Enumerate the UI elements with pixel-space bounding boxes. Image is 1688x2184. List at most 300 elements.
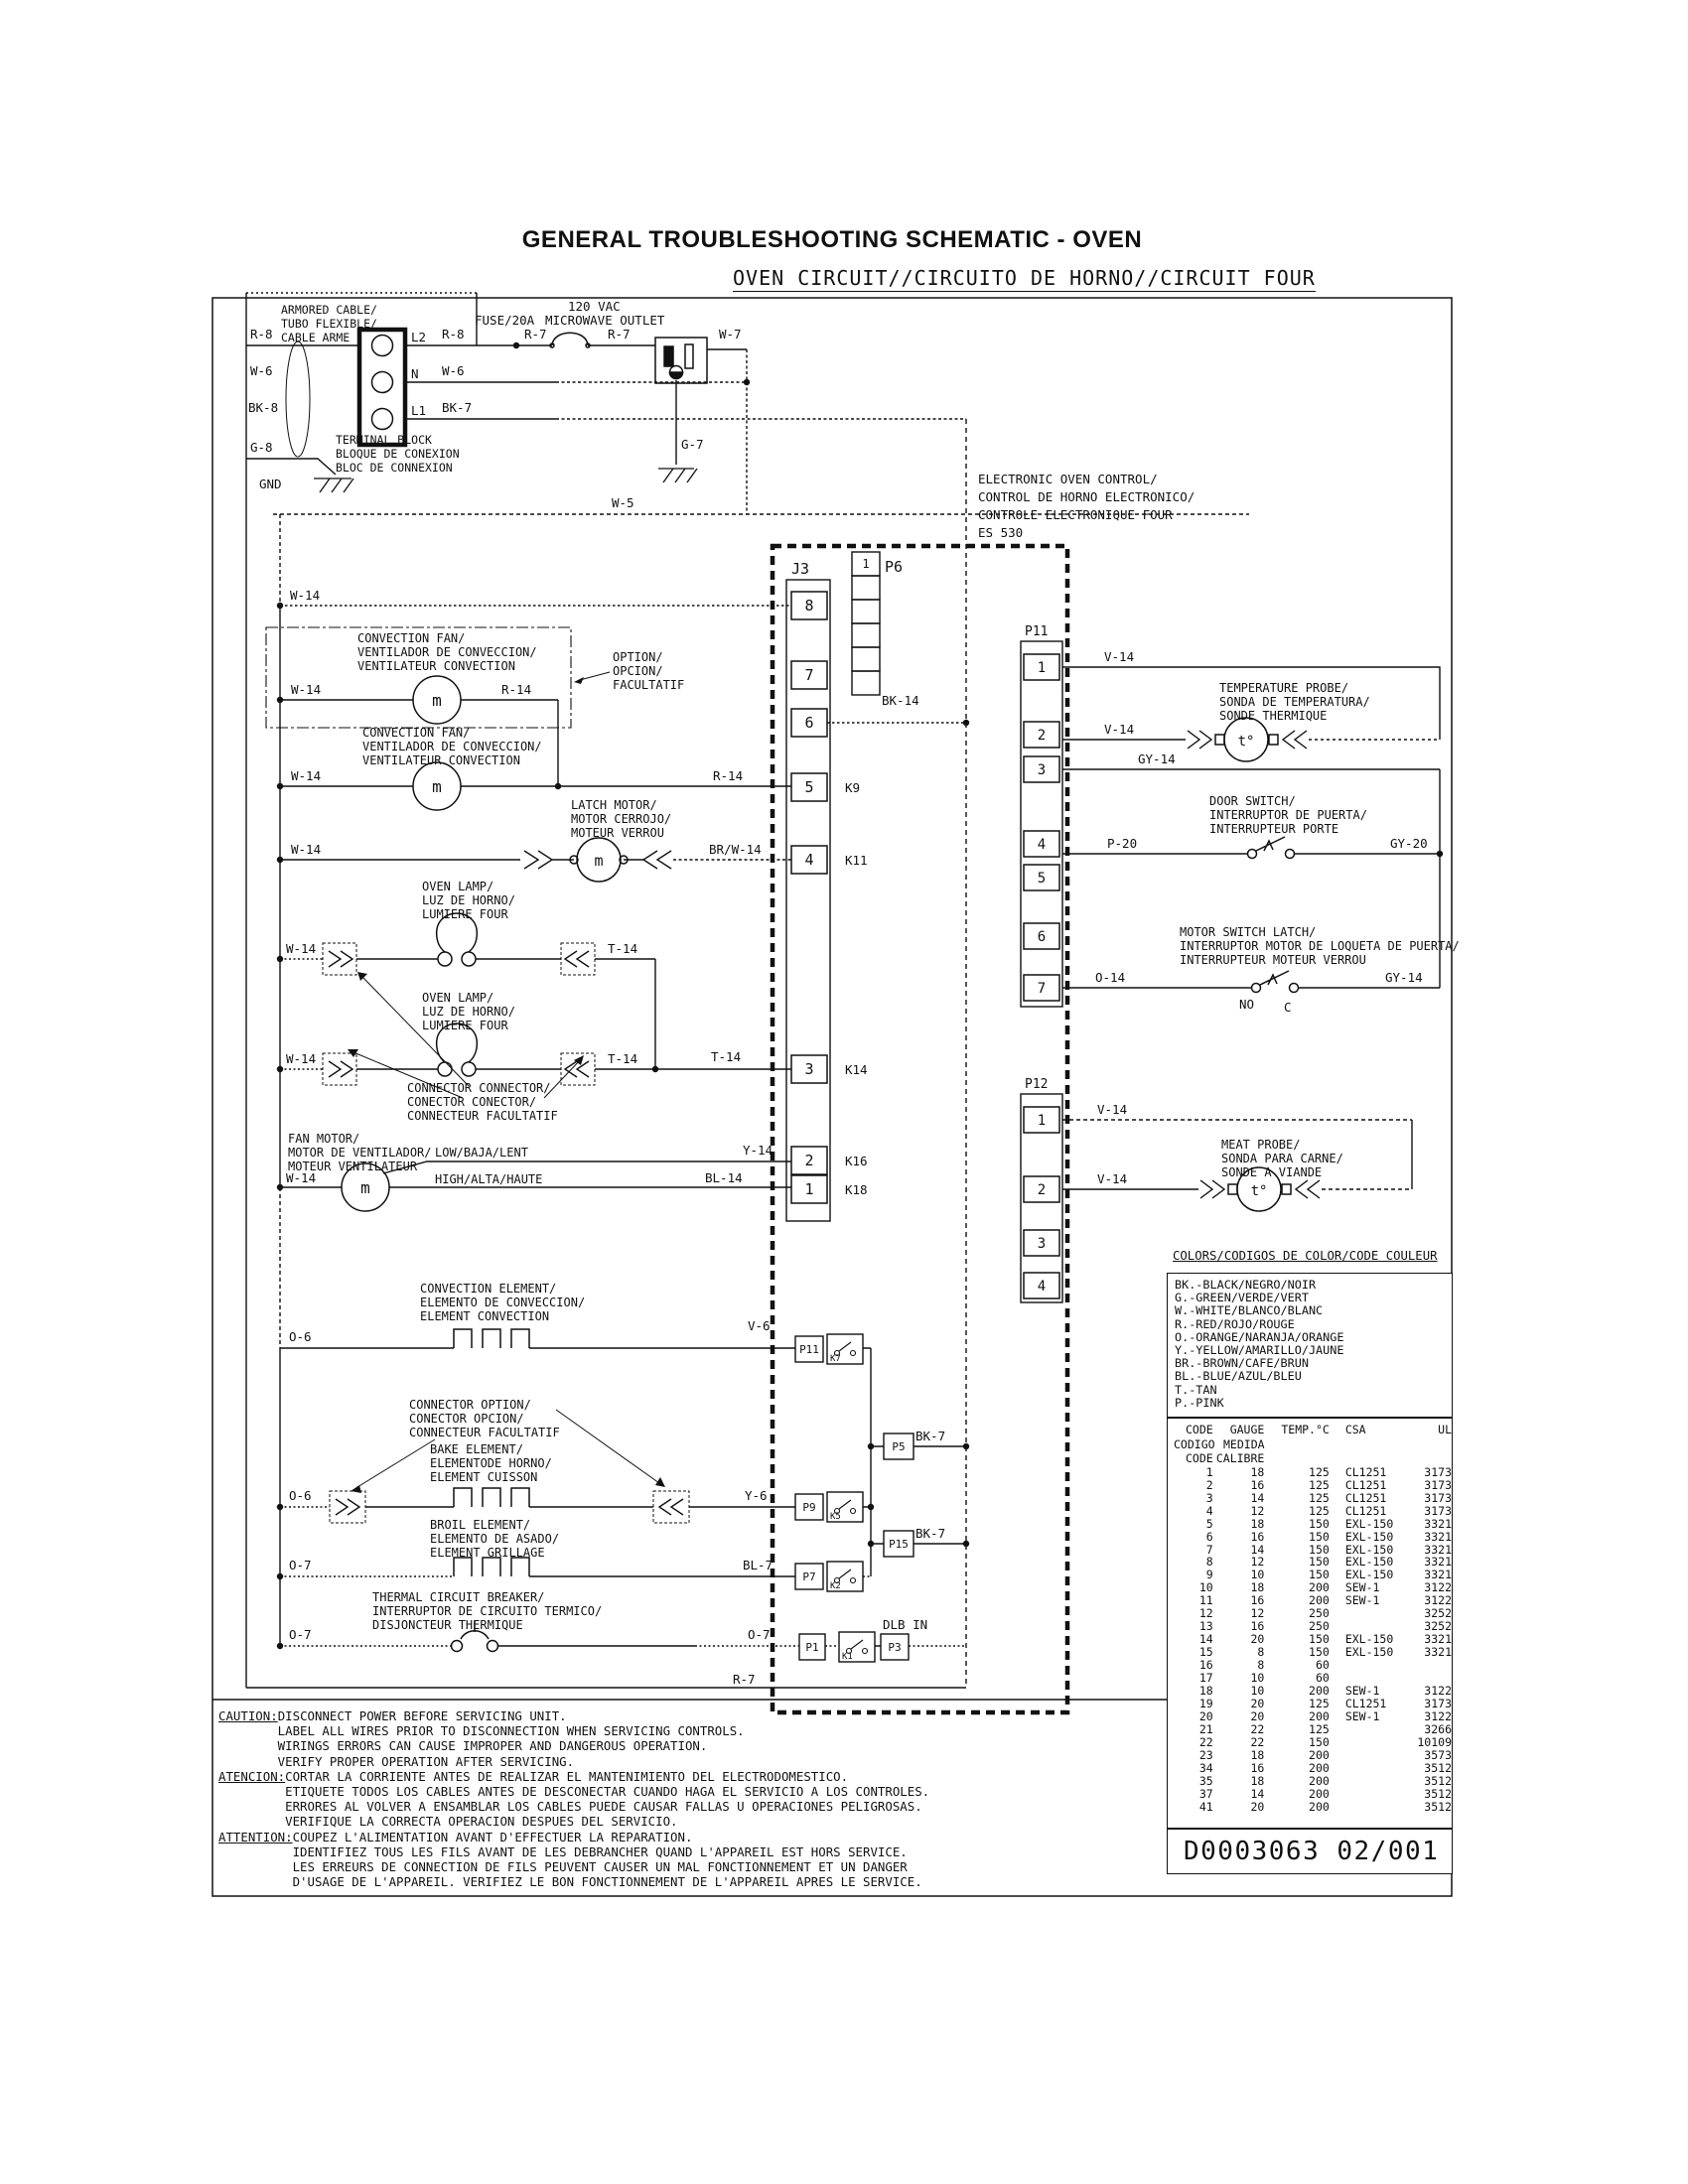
gauge-cell: 150 [1309,1632,1330,1647]
label-power-armored_cable-1: TUBO FLEXIBLE/ [281,317,377,331]
label-elements-bake_o6: O-6 [289,1488,312,1503]
label-power-r7a: R-7 [524,327,547,341]
label-power-bk7: BK-7 [442,400,473,415]
color-code-entry: Y.-YELLOW/AMARILLO/JAUNE [1175,1343,1344,1358]
gauge-cell: 125 [1309,1721,1330,1736]
gauge-cell [1330,1775,1411,1788]
gauge-cell: 3512 [1424,1799,1452,1814]
label-left-latch_out: BR/W-14 [709,842,762,857]
gauge-cell: 1 [1205,1464,1213,1479]
label-left-latch-0: LATCH MOTOR/ [571,798,657,812]
label-right-msl_no: NO [1239,997,1255,1012]
gauge-cell: 7 [1205,1542,1213,1557]
gauge-header-cell: CODE [1186,1451,1213,1466]
caution-line [218,1799,929,1814]
doc-number: D0003063 02/001 [1184,1837,1440,1866]
gauge-cell: 22 [1250,1734,1265,1749]
caution-line [218,1830,929,1844]
convection-element-icon [454,1329,529,1348]
junction-dot [868,1443,874,1449]
label-control-title-0: ELECTRONIC OVEN CONTROL/ [978,472,1158,486]
gauge-cell: 35 [1198,1773,1213,1788]
gauge-cell: 3321 [1424,1645,1452,1660]
gauge-table-row [1174,1492,1452,1505]
label-icons-motor: m [432,777,442,796]
label-control-bk14: BK-14 [882,693,919,708]
gauge-table-row [1174,1646,1452,1659]
gauge-cell: 18 [1250,1747,1265,1762]
gauge-cell: 14 [1250,1786,1265,1801]
junction-dot [513,342,519,348]
j3-pin-number: 5 [804,778,814,796]
j3-pin-number: 7 [804,666,814,684]
caution-line [218,1784,929,1799]
gauge-cell: 2 [1205,1477,1213,1492]
label-elements-breaker-1: INTERRUPTOR DE CIRCUITO TERMICO/ [372,1604,603,1618]
label-control-relay_p9: P9 [802,1501,816,1514]
label-power-in_w6: W-6 [250,363,273,378]
gauge-cell: 3321 [1424,1568,1452,1582]
p12-pin-number: 4 [1037,1279,1047,1295]
wire-conv-element [280,1348,966,1576]
label-left-conn-0: CONNECTOR CONNECTOR/ [407,1081,551,1095]
label-power-w5: W-5 [612,495,634,510]
color-code-entry: R.-RED/ROJO/ROUGE [1175,1316,1295,1331]
gauge-cell: 125 [1309,1490,1330,1505]
j3-pin-number: 2 [804,1152,814,1169]
label-control-k_labels-3: K16 [845,1154,868,1168]
label-control-k_labels-0: K9 [845,780,861,795]
label-control-p6: P6 [885,558,904,576]
label-left-lamp1-0: OVEN LAMP/ [422,880,494,893]
armored-cable-icon [286,341,310,457]
label-control-k_labels-2: K14 [845,1062,868,1077]
gauge-cell: 18 [1198,1683,1213,1698]
gauge-cell: 21 [1198,1721,1213,1736]
label-left-lamp1_t14: T-14 [608,941,638,956]
gauge-cell: 3252 [1424,1619,1452,1634]
gauge-cell: 150 [1309,1529,1330,1544]
gauge-cell: 3173 [1424,1696,1452,1710]
gauge-cell: 11 [1198,1593,1213,1608]
label-control-k_labels-1: K11 [845,853,868,868]
gauge-header-cell: CODE [1186,1423,1213,1436]
gauge-cell: 200 [1309,1786,1330,1801]
j3-pin-number: 4 [804,851,814,869]
gauge-cell [1330,1659,1411,1672]
gauge-cell: 150 [1309,1542,1330,1557]
gauge-cell: 20 [1198,1708,1213,1723]
doc-number-box [1167,1829,1453,1874]
gauge-table-row [1174,1710,1452,1723]
caution-line [218,1844,929,1859]
gauge-cell: SEW-1 [1344,1593,1380,1608]
label-right-msl-1: INTERRUPTOR MOTOR DE LOQUETA DE PUERTA/ [1180,939,1460,953]
label-elements-bake-0: BAKE ELEMENT/ [430,1442,523,1456]
label-power-vac: 120 VAC [568,299,621,314]
gauge-cell: 60 [1315,1658,1330,1673]
label-icons-motor: m [432,691,442,710]
gauge-cell: 23 [1198,1747,1213,1762]
gauge-cell: 3321 [1424,1542,1452,1557]
label-elements-r7: R-7 [733,1672,756,1687]
label-power-outlet: MICROWAVE OUTLET [545,313,665,328]
gauge-table-row [1174,1505,1452,1518]
gauge-cell: 22 [1250,1721,1265,1736]
gauge-cell: EXL-150 [1344,1568,1394,1582]
gauge-table-row [1174,1531,1452,1544]
label-power-w6b: W-6 [442,363,465,378]
label-elements-connopt-0: CONNECTOR OPTION/ [409,1398,531,1412]
label-icons-motor: m [594,852,604,870]
gauge-cell: 3321 [1424,1555,1452,1570]
gauge-cell: 14 [1250,1490,1265,1505]
gauge-cell: 3512 [1424,1760,1452,1775]
label-left-lamp2-1: LUZ DE HORNO/ [422,1005,515,1019]
gauge-cell: 150 [1309,1645,1330,1660]
gauge-cell: 10 [1198,1580,1213,1595]
label-left-fan2_r14: R-14 [713,768,744,783]
label-right-tp-0: TEMPERATURE PROBE/ [1219,681,1349,695]
label-elements-conv-1: ELEMENTO DE CONVECCION/ [420,1296,586,1309]
gauge-table-row [1174,1736,1452,1749]
junction-dot [277,697,283,703]
label-left-bl14: BL-14 [705,1170,743,1185]
colors-legend [1167,1273,1453,1418]
color-code-entry: W.-WHITE/BLANCO/BLANC [1175,1303,1324,1318]
p12-pin-number: 2 [1037,1182,1047,1198]
label-power-tb_label-1: BLOQUE DE CONEXION [336,447,460,461]
gauge-cell: CL1251 [1344,1696,1387,1710]
caution-line [218,1874,929,1889]
caution-line [218,1769,929,1784]
junction-dot [277,1573,283,1579]
gauge-cell: CL1251 [1344,1490,1387,1505]
gauge-cell: 3173 [1424,1477,1452,1492]
label-control-relay_k7: K7 [830,1354,841,1364]
label-control-k_labels-4: K18 [845,1182,868,1197]
gauge-cell: 12 [1198,1606,1213,1621]
label-right-tp_v14a: V-14 [1104,649,1135,664]
label-elements-bake-2: ELEMENT CUISSON [430,1470,538,1484]
label-elements-bake-1: ELEMENTODE HORNO/ [430,1456,552,1470]
label-power-in_r8: R-8 [250,327,273,341]
gauge-cell: 200 [1309,1708,1330,1723]
caution-label: ATENCION: [218,1768,286,1784]
label-left-fanmotor-2: MOTEUR VENTILATEUR [288,1160,418,1173]
gauge-cell: 200 [1309,1760,1330,1775]
gauge-cell: 150 [1309,1568,1330,1582]
label-power-in_g8: G-8 [250,440,273,455]
junction-dot [555,783,561,789]
gauge-cell: 8 [1257,1658,1265,1673]
gauge-cell [1330,1723,1411,1736]
gauge-cell: 37 [1198,1786,1213,1801]
gauge-cell: 150 [1309,1734,1330,1749]
label-icons-probe: t° [1250,1183,1268,1199]
label-right-msl_c: C [1284,1000,1292,1015]
label-power-fuse: FUSE/20A [475,313,535,328]
gauge-cell: 14 [1198,1632,1213,1647]
label-control-dlb: DLB IN [883,1617,928,1632]
label-power-armored_cable-2: CABLE ARME [281,331,351,344]
label-elements-breaker-0: THERMAL CIRCUIT BREAKER/ [372,1590,545,1604]
colors-legend-title: COLORS/CODIGOS DE COLOR/CODE COULEUR [1173,1249,1438,1263]
label-power-tb_l2: L2 [411,330,427,344]
junction-dot [1437,851,1443,857]
gauge-cell: 250 [1309,1619,1330,1634]
gauge-cell: 16 [1250,1760,1265,1775]
label-control-relay_p11: P11 [799,1343,819,1356]
gauge-cell: 200 [1309,1799,1330,1814]
label-control-p11: P11 [1025,624,1049,639]
gauge-cell: 20 [1250,1708,1265,1723]
gauge-header-cell: CODIGO [1174,1436,1215,1451]
page-subtitle: OVEN CIRCUIT//CIRCUITO DE HORNO//CIRCUIT FOUR [733,266,1316,290]
color-code-entry: BK.-BLACK/NEGRO/NOIR [1175,1278,1317,1292]
gauge-cell: 8 [1205,1555,1213,1570]
gauge-cell [1330,1607,1411,1620]
gauge-cell: 16 [1250,1477,1265,1492]
gauge-cell: EXL-150 [1344,1632,1394,1647]
label-left-fan_opt_w14: W-14 [291,682,322,697]
p11-pin-number: 2 [1037,728,1047,744]
gauge-cell: 20 [1250,1799,1265,1814]
gauge-cell: 3321 [1424,1516,1452,1531]
label-right-mp-0: MEAT PROBE/ [1221,1138,1301,1152]
bake-element-icon [454,1488,529,1507]
label-control-p6_pin: 1 [862,557,870,571]
gauge-cell: 125 [1309,1464,1330,1479]
label-left-fan_opt-0: CONVECTION FAN/ [357,631,466,645]
microwave-outlet-icon [655,338,707,383]
gauge-cell [1330,1788,1411,1801]
label-power-r7b: R-7 [608,327,631,341]
gauge-cell: EXL-150 [1344,1542,1394,1557]
broil-element-icon [454,1558,529,1576]
label-elements-broil-0: BROIL ELEMENT/ [430,1518,531,1532]
terminal-block [359,330,405,445]
gauge-cell: 18 [1250,1516,1265,1531]
label-right-ds-0: DOOR SWITCH/ [1209,794,1296,808]
label-right-msl_gy14: GY-14 [1385,970,1423,985]
label-right-mp-1: SONDA PARA CARNE/ [1221,1152,1343,1165]
gauge-table-row [1174,1698,1452,1710]
gauge-cell: 16 [1250,1619,1265,1634]
gauge-cell: 3173 [1424,1464,1452,1479]
gauge-table-row [1174,1775,1452,1788]
junction-dot [963,1541,969,1547]
junction-dot [963,1443,969,1449]
p11-pin-number: 7 [1037,981,1047,997]
label-left-latch-1: MOTOR CERROJO/ [571,812,672,826]
label-elements-broil-2: ELEMENT GRILLAGE [430,1546,545,1560]
gauge-table-row [1174,1466,1452,1479]
p11-pin-number: 1 [1037,660,1047,676]
gauge-cell: 15 [1198,1645,1213,1660]
label-control-relay_p7: P7 [802,1570,816,1583]
label-icons-motor: m [360,1178,370,1197]
gauge-cell: 125 [1309,1696,1330,1710]
caution-text: COUPEZ L'ALIMENTATION AVANT D'EFFECTUER LA REPARATION. [292,1829,693,1844]
motor-switch-latch-icon [1252,971,1299,993]
p11-pin-number: 4 [1037,837,1047,853]
gauge-cell: 18 [1250,1773,1265,1788]
color-code-entry: G.-GREEN/VERDE/VERT [1175,1291,1309,1305]
junction-dot [652,1066,658,1072]
gauge-cell: 12 [1250,1606,1265,1621]
label-left-latch_w14: W-14 [291,842,322,857]
label-right-tp_v14b: V-14 [1104,722,1135,737]
label-control-title-1: CONTROL DE HORNO ELECTRONICO/ [978,489,1196,504]
gauge-cell: EXL-150 [1344,1555,1394,1570]
caution-line [218,1859,929,1874]
gauge-cell: 19 [1198,1696,1213,1710]
gauge-table-row [1174,1659,1452,1672]
label-left-lamp2-0: OVEN LAMP/ [422,991,494,1005]
label-left-latch-2: MOTEUR VERROU [571,826,664,840]
j3-pin-number: 8 [804,597,814,614]
label-left-lamp2_w14: W-14 [286,1051,317,1066]
label-left-fan2-1: VENTILADOR DE CONVECCION/ [362,740,542,753]
gauge-table-row [1174,1788,1452,1801]
gauge-cell: 16 [1198,1658,1213,1673]
junction-dot [868,1504,874,1510]
gauge-cell: 250 [1309,1606,1330,1621]
caution-line [218,1814,929,1829]
gauge-header-cell: GAUGE [1229,1423,1265,1436]
label-power-tb_n: N [411,366,419,381]
gauge-cell: 18 [1250,1464,1265,1479]
label-left-y14: Y-14 [743,1143,774,1158]
label-elements-conv_v6: V-6 [748,1318,771,1333]
label-right-mp_v14a: V-14 [1097,1102,1128,1117]
label-power-in_bk8: BK-8 [248,400,279,415]
junction-dot [277,1504,283,1510]
p11-pin-number: 6 [1037,929,1047,945]
color-code-entry: T.-TAN [1175,1382,1217,1397]
label-control-title-3: ES 530 [978,525,1024,540]
relay-boxes [795,1334,914,1662]
gauge-cell: 60 [1315,1671,1330,1686]
gauge-cell: 10109 [1417,1734,1452,1749]
label-right-msl-0: MOTOR SWITCH LATCH/ [1180,925,1317,939]
junction-dot [277,1184,283,1190]
gauge-cell: 4 [1205,1503,1213,1518]
gauge-cell: 10 [1250,1671,1265,1686]
gauge-cell: 3122 [1424,1580,1452,1595]
label-right-ds_p20: P-20 [1107,836,1138,851]
wire-power-dashed [556,349,966,514]
gauge-cell: 12 [1250,1503,1265,1518]
label-left-fan2_w14: W-14 [291,768,322,783]
color-code-entry: O.-ORANGE/NARANJA/ORANGE [1175,1329,1344,1344]
gauge-cell: 200 [1309,1747,1330,1762]
label-elements-conv-2: ELEMENT CONVECTION [420,1309,550,1323]
label-icons-probe: t° [1237,734,1255,750]
p6-connector [852,552,880,695]
label-left-fan_opt_r14: R-14 [501,682,532,697]
label-power-g7: G-7 [681,437,704,452]
gauge-cell: SEW-1 [1344,1683,1380,1698]
label-elements-connopt-1: CONECTOR OPCION/ [409,1412,524,1426]
j3-pin-number: 3 [804,1060,814,1078]
gauge-table-row [1174,1801,1452,1814]
gauge-cell: 16 [1250,1529,1265,1544]
gauge-cell: 41 [1198,1799,1213,1814]
gauge-cell: 3573 [1424,1747,1452,1762]
gauge-table-row [1174,1518,1452,1531]
ground-icon-g7 [658,469,697,482]
gauge-table-row [1174,1762,1452,1775]
gauge-header-cell [1264,1451,1330,1466]
gauge-cell: 3266 [1424,1721,1452,1736]
gauge-cell [1330,1749,1411,1762]
caution-text: CORTAR LA CORRIENTE ANTES DE REALIZAR EL MANTENIMIENTO DEL ELECTRODOMESTICO. [285,1768,849,1784]
caution-text: ERRORES AL VOLVER A ENSAMBLAR LOS CABLES PUEDE CAUSAR FALLAS U OPERACIONES PELIGROSAS. [218,1799,922,1815]
junction-dot [277,956,283,962]
gauge-cell: EXL-150 [1344,1645,1394,1660]
junction-dot [277,1643,283,1649]
label-left-conn-2: CONNECTEUR FACULTATIF [407,1109,558,1123]
label-right-ds-1: INTERRUPTOR DE PUERTA/ [1209,808,1367,822]
gauge-header-cell: MEDIDA [1223,1436,1265,1451]
gauge-header-cell [1330,1451,1411,1466]
label-right-mp_v14b: V-14 [1097,1171,1128,1186]
label-right-tp-2: SONDE THERMIQUE [1219,709,1328,723]
label-elements-brk_o7: O-7 [289,1627,312,1642]
label-power-armored_cable-0: ARMORED CABLE/ [281,303,377,317]
gauge-cell: EXL-150 [1344,1516,1394,1531]
gauge-cell: 34 [1198,1760,1213,1775]
gauge-cell: 3252 [1424,1606,1452,1621]
gauge-cell: 14 [1250,1542,1265,1557]
label-power-tb_label-0: TERMINAL BLOCK [336,433,432,447]
caution-line [218,1754,929,1769]
color-code-entry: P.-PINK [1175,1395,1224,1410]
gauge-cell: 3512 [1424,1786,1452,1801]
junction-dot [277,857,283,863]
label-right-mp-2: SONDE A VIANDE [1221,1165,1323,1179]
gauge-table-row [1174,1685,1452,1698]
junction-dot [277,603,283,609]
ground-icon-gnd [314,478,353,492]
label-control-relay_p15: P15 [889,1538,909,1551]
gauge-cell: CL1251 [1344,1464,1387,1479]
gauge-header-cell: CALIBRE [1215,1451,1265,1466]
gauge-cell: 22 [1198,1734,1213,1749]
label-left-lamp1-1: LUZ DE HORNO/ [422,893,515,907]
label-left-option-0: OPTION/ [613,650,663,664]
gauge-cell: CL1251 [1344,1477,1387,1492]
label-power-tb_label-2: BLOC DE CONNEXION [336,461,453,475]
caution-text: WIRINGS ERRORS CAN CAUSE IMPROPER AND DANGEROUS OPERATION. [218,1738,708,1754]
gauge-header-cell [1265,1437,1330,1452]
label-control-relay_p3: P3 [888,1641,902,1654]
caution-text: DISCONNECT POWER BEFORE SERVICING UNIT. [277,1708,567,1723]
gauge-cell: 3512 [1424,1773,1452,1788]
label-left-fan2-0: CONVECTION FAN/ [362,726,471,740]
label-control-relay_k2: K2 [830,1581,841,1591]
p11-connector [1021,641,1062,1007]
gauge-cell: 12 [1250,1555,1265,1570]
gauge-cell [1330,1736,1411,1749]
connector-pins [791,592,1059,1298]
gauge-cell: 3173 [1424,1490,1452,1505]
gauge-cell: 3122 [1424,1593,1452,1608]
gauge-header-cell: UL [1438,1423,1452,1436]
p11-pin-number: 3 [1037,762,1047,778]
